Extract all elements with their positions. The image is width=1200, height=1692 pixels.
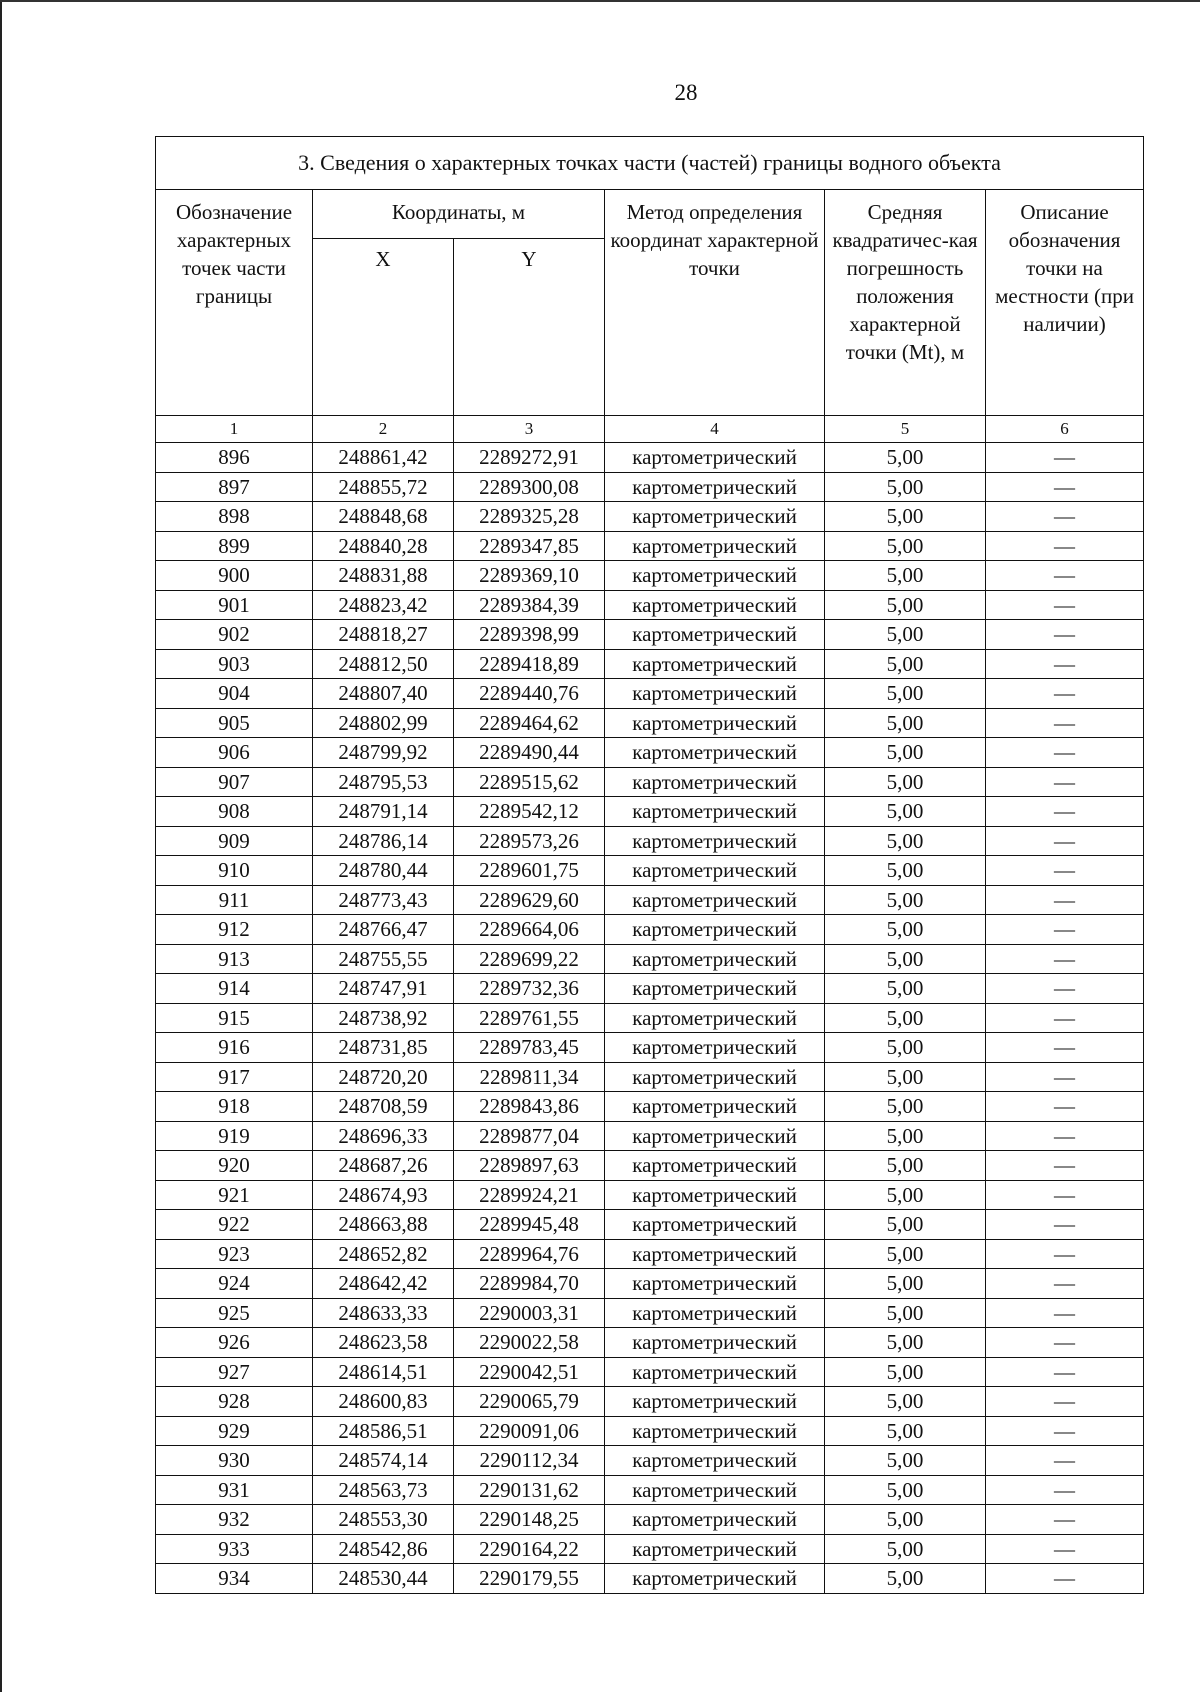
description-cell: —: [986, 1092, 1144, 1122]
table-row: [156, 1180, 1144, 1210]
method-cell: картометрический: [605, 1298, 825, 1328]
point-number-cell: 933: [156, 1534, 313, 1564]
table-row: [156, 443, 1144, 473]
header-x: X: [313, 239, 454, 416]
table-row: [156, 1357, 1144, 1387]
table-row: [156, 1210, 1144, 1240]
description-cell: —: [986, 1534, 1144, 1564]
table-row: [156, 679, 1144, 709]
coordinate-y-cell: 2290091,06: [454, 1416, 605, 1446]
table-row: [156, 1416, 1144, 1446]
table-row: [156, 944, 1144, 974]
point-number-cell: 931: [156, 1475, 313, 1505]
method-cell: картометрический: [605, 443, 825, 473]
column-number: 4: [605, 416, 825, 443]
coordinate-y-cell: 2289418,89: [454, 649, 605, 679]
coordinate-y-cell: 2289664,06: [454, 915, 605, 945]
description-cell: —: [986, 915, 1144, 945]
header-error: Средняя квадратичес-кая погрешность положения характерной точки (Mt), м: [825, 190, 986, 416]
coordinate-x-cell: 248614,51: [313, 1357, 454, 1387]
description-cell: —: [986, 1298, 1144, 1328]
method-cell: картометрический: [605, 1475, 825, 1505]
description-cell: —: [986, 1416, 1144, 1446]
coordinate-y-cell: 2289325,28: [454, 502, 605, 532]
error-cell: 5,00: [825, 472, 986, 502]
table-row: [156, 738, 1144, 768]
error-cell: 5,00: [825, 1298, 986, 1328]
coordinate-y-cell: 2289440,76: [454, 679, 605, 709]
header-coordinates: Координаты, м: [313, 190, 605, 239]
table-row: [156, 649, 1144, 679]
table-row: [156, 915, 1144, 945]
coordinate-x-cell: 248791,14: [313, 797, 454, 827]
method-cell: картометрический: [605, 1328, 825, 1358]
point-number-cell: 928: [156, 1387, 313, 1417]
method-cell: картометрический: [605, 1003, 825, 1033]
method-cell: картометрический: [605, 1269, 825, 1299]
method-cell: картометрический: [605, 620, 825, 650]
error-cell: 5,00: [825, 1416, 986, 1446]
coordinate-x-cell: 248861,42: [313, 443, 454, 473]
point-number-cell: 927: [156, 1357, 313, 1387]
point-number-cell: 904: [156, 679, 313, 709]
error-cell: 5,00: [825, 1092, 986, 1122]
error-cell: 5,00: [825, 531, 986, 561]
error-cell: 5,00: [825, 1505, 986, 1535]
method-cell: картометрический: [605, 1033, 825, 1063]
coordinate-x-cell: 248542,86: [313, 1534, 454, 1564]
description-cell: —: [986, 472, 1144, 502]
coordinate-x-cell: 248720,20: [313, 1062, 454, 1092]
table-row: [156, 620, 1144, 650]
error-cell: 5,00: [825, 1357, 986, 1387]
coordinate-y-cell: 2289964,76: [454, 1239, 605, 1269]
coordinate-x-cell: 248812,50: [313, 649, 454, 679]
coordinate-y-cell: 2290003,31: [454, 1298, 605, 1328]
coordinate-x-cell: 248586,51: [313, 1416, 454, 1446]
coordinate-y-cell: 2289300,08: [454, 472, 605, 502]
description-cell: —: [986, 443, 1144, 473]
coordinate-y-cell: 2290042,51: [454, 1357, 605, 1387]
method-cell: картометрический: [605, 1534, 825, 1564]
coordinate-y-cell: 2289699,22: [454, 944, 605, 974]
description-cell: —: [986, 1121, 1144, 1151]
description-cell: —: [986, 1239, 1144, 1269]
point-number-cell: 926: [156, 1328, 313, 1358]
error-cell: 5,00: [825, 620, 986, 650]
coordinate-y-cell: 2289924,21: [454, 1180, 605, 1210]
table-row: [156, 531, 1144, 561]
description-cell: —: [986, 1062, 1144, 1092]
coordinate-x-cell: 248623,58: [313, 1328, 454, 1358]
description-cell: —: [986, 1151, 1144, 1181]
point-number-cell: 915: [156, 1003, 313, 1033]
method-cell: картометрический: [605, 590, 825, 620]
scan-edge-left: [0, 0, 2, 1692]
column-number: 6: [986, 416, 1144, 443]
coordinate-x-cell: 248663,88: [313, 1210, 454, 1240]
point-number-cell: 911: [156, 885, 313, 915]
table-row: [156, 797, 1144, 827]
coordinate-x-cell: 248687,26: [313, 1151, 454, 1181]
error-cell: 5,00: [825, 1033, 986, 1063]
method-cell: картометрический: [605, 679, 825, 709]
coordinate-y-cell: 2289515,62: [454, 767, 605, 797]
description-cell: —: [986, 1387, 1144, 1417]
coordinate-x-cell: 248799,92: [313, 738, 454, 768]
method-cell: картометрический: [605, 531, 825, 561]
error-cell: 5,00: [825, 1475, 986, 1505]
description-cell: —: [986, 974, 1144, 1004]
method-cell: картометрический: [605, 974, 825, 1004]
method-cell: картометрический: [605, 915, 825, 945]
method-cell: картометрический: [605, 1092, 825, 1122]
table-row: [156, 974, 1144, 1004]
point-number-cell: 919: [156, 1121, 313, 1151]
method-cell: картометрический: [605, 1239, 825, 1269]
error-cell: 5,00: [825, 797, 986, 827]
table-row: [156, 767, 1144, 797]
method-cell: картометрический: [605, 1151, 825, 1181]
coordinate-y-cell: 2289945,48: [454, 1210, 605, 1240]
coordinate-x-cell: 248708,59: [313, 1092, 454, 1122]
error-cell: 5,00: [825, 826, 986, 856]
error-cell: 5,00: [825, 679, 986, 709]
coordinate-x-cell: 248696,33: [313, 1121, 454, 1151]
point-number-cell: 902: [156, 620, 313, 650]
error-cell: 5,00: [825, 1210, 986, 1240]
header-method: Метод определения координат характерной точки: [605, 190, 825, 416]
error-cell: 5,00: [825, 915, 986, 945]
table-title: 3. Сведения о характерных точках части (частей) границы водного объекта: [156, 137, 1144, 190]
coordinate-y-cell: 2289369,10: [454, 561, 605, 591]
description-cell: —: [986, 561, 1144, 591]
coordinate-x-cell: 248600,83: [313, 1387, 454, 1417]
error-cell: 5,00: [825, 1534, 986, 1564]
point-number-cell: 921: [156, 1180, 313, 1210]
table-row: [156, 561, 1144, 591]
method-cell: картометрический: [605, 1180, 825, 1210]
description-cell: —: [986, 1328, 1144, 1358]
method-cell: картометрический: [605, 856, 825, 886]
point-number-cell: 905: [156, 708, 313, 738]
point-number-cell: 923: [156, 1239, 313, 1269]
point-number-cell: 913: [156, 944, 313, 974]
coordinate-y-cell: 2290164,22: [454, 1534, 605, 1564]
coordinate-y-cell: 2289783,45: [454, 1033, 605, 1063]
point-number-cell: 909: [156, 826, 313, 856]
point-number-cell: 906: [156, 738, 313, 768]
header-description: Описание обозначения точки на местности (при наличии): [986, 190, 1144, 416]
description-cell: —: [986, 1269, 1144, 1299]
coordinate-x-cell: 248652,82: [313, 1239, 454, 1269]
coordinate-x-cell: 248738,92: [313, 1003, 454, 1033]
table-row: [156, 1092, 1144, 1122]
coordinate-y-cell: 2289897,63: [454, 1151, 605, 1181]
point-number-cell: 903: [156, 649, 313, 679]
error-cell: 5,00: [825, 1446, 986, 1476]
error-cell: 5,00: [825, 944, 986, 974]
coordinate-x-cell: 248553,30: [313, 1505, 454, 1535]
coordinate-y-cell: 2289811,34: [454, 1062, 605, 1092]
error-cell: 5,00: [825, 561, 986, 591]
table-row: [156, 1269, 1144, 1299]
point-number-cell: 924: [156, 1269, 313, 1299]
method-cell: картометрический: [605, 738, 825, 768]
error-cell: 5,00: [825, 885, 986, 915]
description-cell: —: [986, 1003, 1144, 1033]
method-cell: картометрический: [605, 944, 825, 974]
coordinate-y-cell: 2289573,26: [454, 826, 605, 856]
point-number-cell: 908: [156, 797, 313, 827]
coordinate-x-cell: 248642,42: [313, 1269, 454, 1299]
error-cell: 5,00: [825, 856, 986, 886]
coordinate-x-cell: 248802,99: [313, 708, 454, 738]
coordinate-y-cell: 2289347,85: [454, 531, 605, 561]
table-row: [156, 1475, 1144, 1505]
description-cell: —: [986, 649, 1144, 679]
method-cell: картометрический: [605, 649, 825, 679]
table-body: [156, 443, 1144, 1594]
coordinate-y-cell: 2289877,04: [454, 1121, 605, 1151]
description-cell: —: [986, 797, 1144, 827]
coordinate-y-cell: 2289542,12: [454, 797, 605, 827]
column-number: 1: [156, 416, 313, 443]
table-row: [156, 1298, 1144, 1328]
point-number-cell: 914: [156, 974, 313, 1004]
point-number-cell: 907: [156, 767, 313, 797]
error-cell: 5,00: [825, 443, 986, 473]
description-cell: —: [986, 1210, 1144, 1240]
error-cell: 5,00: [825, 1269, 986, 1299]
coordinate-y-cell: 2289732,36: [454, 974, 605, 1004]
description-cell: —: [986, 885, 1144, 915]
point-number-cell: 934: [156, 1564, 313, 1594]
method-cell: картометрический: [605, 561, 825, 591]
description-cell: —: [986, 531, 1144, 561]
point-number-cell: 929: [156, 1416, 313, 1446]
coordinate-x-cell: 248633,33: [313, 1298, 454, 1328]
error-cell: 5,00: [825, 1003, 986, 1033]
coordinate-y-cell: 2290131,62: [454, 1475, 605, 1505]
point-number-cell: 897: [156, 472, 313, 502]
error-cell: 5,00: [825, 1387, 986, 1417]
point-number-cell: 932: [156, 1505, 313, 1535]
coordinate-x-cell: 248807,40: [313, 679, 454, 709]
header-point-designation: Обозначение характерных точек части границы: [156, 190, 313, 416]
table-row: [156, 1239, 1144, 1269]
column-number-row: [156, 416, 1144, 443]
error-cell: 5,00: [825, 1151, 986, 1181]
coordinate-x-cell: 248674,93: [313, 1180, 454, 1210]
coordinate-x-cell: 248840,28: [313, 531, 454, 561]
table-row: [156, 1151, 1144, 1181]
point-number-cell: 898: [156, 502, 313, 532]
coordinate-y-cell: 2289843,86: [454, 1092, 605, 1122]
error-cell: 5,00: [825, 1239, 986, 1269]
coordinate-x-cell: 248831,88: [313, 561, 454, 591]
coordinate-x-cell: 248823,42: [313, 590, 454, 620]
point-number-cell: 901: [156, 590, 313, 620]
description-cell: —: [986, 738, 1144, 768]
table-row: [156, 502, 1144, 532]
error-cell: 5,00: [825, 1180, 986, 1210]
method-cell: картометрический: [605, 1062, 825, 1092]
coordinate-y-cell: 2290065,79: [454, 1387, 605, 1417]
coordinate-x-cell: 248731,85: [313, 1033, 454, 1063]
error-cell: 5,00: [825, 1062, 986, 1092]
coordinate-y-cell: 2290148,25: [454, 1505, 605, 1535]
coordinate-y-cell: 2290112,34: [454, 1446, 605, 1476]
description-cell: —: [986, 944, 1144, 974]
table-row: [156, 826, 1144, 856]
coordinate-x-cell: 248766,47: [313, 915, 454, 945]
coordinate-y-cell: 2289761,55: [454, 1003, 605, 1033]
table-row: [156, 1328, 1144, 1358]
table-row: [156, 1387, 1144, 1417]
error-cell: 5,00: [825, 767, 986, 797]
coordinate-x-cell: 248563,73: [313, 1475, 454, 1505]
coordinate-y-cell: 2290179,55: [454, 1564, 605, 1594]
method-cell: картометрический: [605, 797, 825, 827]
table-row: [156, 472, 1144, 502]
description-cell: —: [986, 1446, 1144, 1476]
coordinate-x-cell: 248747,91: [313, 974, 454, 1004]
error-cell: 5,00: [825, 1564, 986, 1594]
description-cell: —: [986, 679, 1144, 709]
coordinate-y-cell: 2289490,44: [454, 738, 605, 768]
coordinate-x-cell: 248786,14: [313, 826, 454, 856]
table-row: [156, 590, 1144, 620]
description-cell: —: [986, 1505, 1144, 1535]
column-number: 5: [825, 416, 986, 443]
error-cell: 5,00: [825, 1121, 986, 1151]
coordinate-y-cell: 2289984,70: [454, 1269, 605, 1299]
column-number: 3: [454, 416, 605, 443]
boundary-points-table: [155, 136, 1144, 1594]
table-row: [156, 856, 1144, 886]
header-y: Y: [454, 239, 605, 416]
scan-edge-top: [0, 0, 1200, 2]
description-cell: —: [986, 620, 1144, 650]
coordinate-y-cell: 2289384,39: [454, 590, 605, 620]
description-cell: —: [986, 1475, 1144, 1505]
method-cell: картометрический: [605, 472, 825, 502]
coordinate-y-cell: 2290022,58: [454, 1328, 605, 1358]
description-cell: —: [986, 502, 1144, 532]
error-cell: 5,00: [825, 590, 986, 620]
coordinate-x-cell: 248855,72: [313, 472, 454, 502]
table-row: [156, 708, 1144, 738]
description-cell: —: [986, 856, 1144, 886]
table-row: [156, 1534, 1144, 1564]
method-cell: картометрический: [605, 767, 825, 797]
coordinate-y-cell: 2289272,91: [454, 443, 605, 473]
coordinate-x-cell: 248773,43: [313, 885, 454, 915]
description-cell: —: [986, 1357, 1144, 1387]
point-number-cell: 900: [156, 561, 313, 591]
point-number-cell: 917: [156, 1062, 313, 1092]
point-number-cell: 912: [156, 915, 313, 945]
point-number-cell: 910: [156, 856, 313, 886]
description-cell: —: [986, 1180, 1144, 1210]
table-row: [156, 1505, 1144, 1535]
coordinate-x-cell: 248848,68: [313, 502, 454, 532]
method-cell: картометрический: [605, 1121, 825, 1151]
table-row: [156, 1003, 1144, 1033]
method-cell: картометрический: [605, 1564, 825, 1594]
coordinate-y-cell: 2289398,99: [454, 620, 605, 650]
description-cell: —: [986, 708, 1144, 738]
error-cell: 5,00: [825, 1328, 986, 1358]
coordinate-y-cell: 2289464,62: [454, 708, 605, 738]
method-cell: картометрический: [605, 826, 825, 856]
coordinate-x-cell: 248530,44: [313, 1564, 454, 1594]
method-cell: картометрический: [605, 1416, 825, 1446]
coordinate-y-cell: 2289629,60: [454, 885, 605, 915]
method-cell: картометрический: [605, 1210, 825, 1240]
method-cell: картометрический: [605, 1505, 825, 1535]
description-cell: —: [986, 1564, 1144, 1594]
coordinate-x-cell: 248755,55: [313, 944, 454, 974]
point-number-cell: 920: [156, 1151, 313, 1181]
description-cell: —: [986, 826, 1144, 856]
description-cell: —: [986, 767, 1144, 797]
point-number-cell: 896: [156, 443, 313, 473]
table-row: [156, 1062, 1144, 1092]
page-number: 28: [674, 80, 698, 105]
method-cell: картометрический: [605, 1387, 825, 1417]
method-cell: картометрический: [605, 502, 825, 532]
error-cell: 5,00: [825, 708, 986, 738]
error-cell: 5,00: [825, 649, 986, 679]
point-number-cell: 922: [156, 1210, 313, 1240]
coordinate-x-cell: 248780,44: [313, 856, 454, 886]
table-row: [156, 1033, 1144, 1063]
point-number-cell: 930: [156, 1446, 313, 1476]
coordinate-x-cell: 248795,53: [313, 767, 454, 797]
method-cell: картометрический: [605, 708, 825, 738]
error-cell: 5,00: [825, 738, 986, 768]
point-number-cell: 899: [156, 531, 313, 561]
column-number: 2: [313, 416, 454, 443]
table-row: [156, 1564, 1144, 1594]
point-number-cell: 918: [156, 1092, 313, 1122]
point-number-cell: 916: [156, 1033, 313, 1063]
point-number-cell: 925: [156, 1298, 313, 1328]
table-row: [156, 1121, 1144, 1151]
method-cell: картометрический: [605, 1357, 825, 1387]
table-row: [156, 885, 1144, 915]
error-cell: 5,00: [825, 974, 986, 1004]
table-row: [156, 1446, 1144, 1476]
coordinate-x-cell: 248818,27: [313, 620, 454, 650]
method-cell: картометрический: [605, 1446, 825, 1476]
coordinate-x-cell: 248574,14: [313, 1446, 454, 1476]
description-cell: —: [986, 1033, 1144, 1063]
coordinate-y-cell: 2289601,75: [454, 856, 605, 886]
method-cell: картометрический: [605, 885, 825, 915]
description-cell: —: [986, 590, 1144, 620]
error-cell: 5,00: [825, 502, 986, 532]
